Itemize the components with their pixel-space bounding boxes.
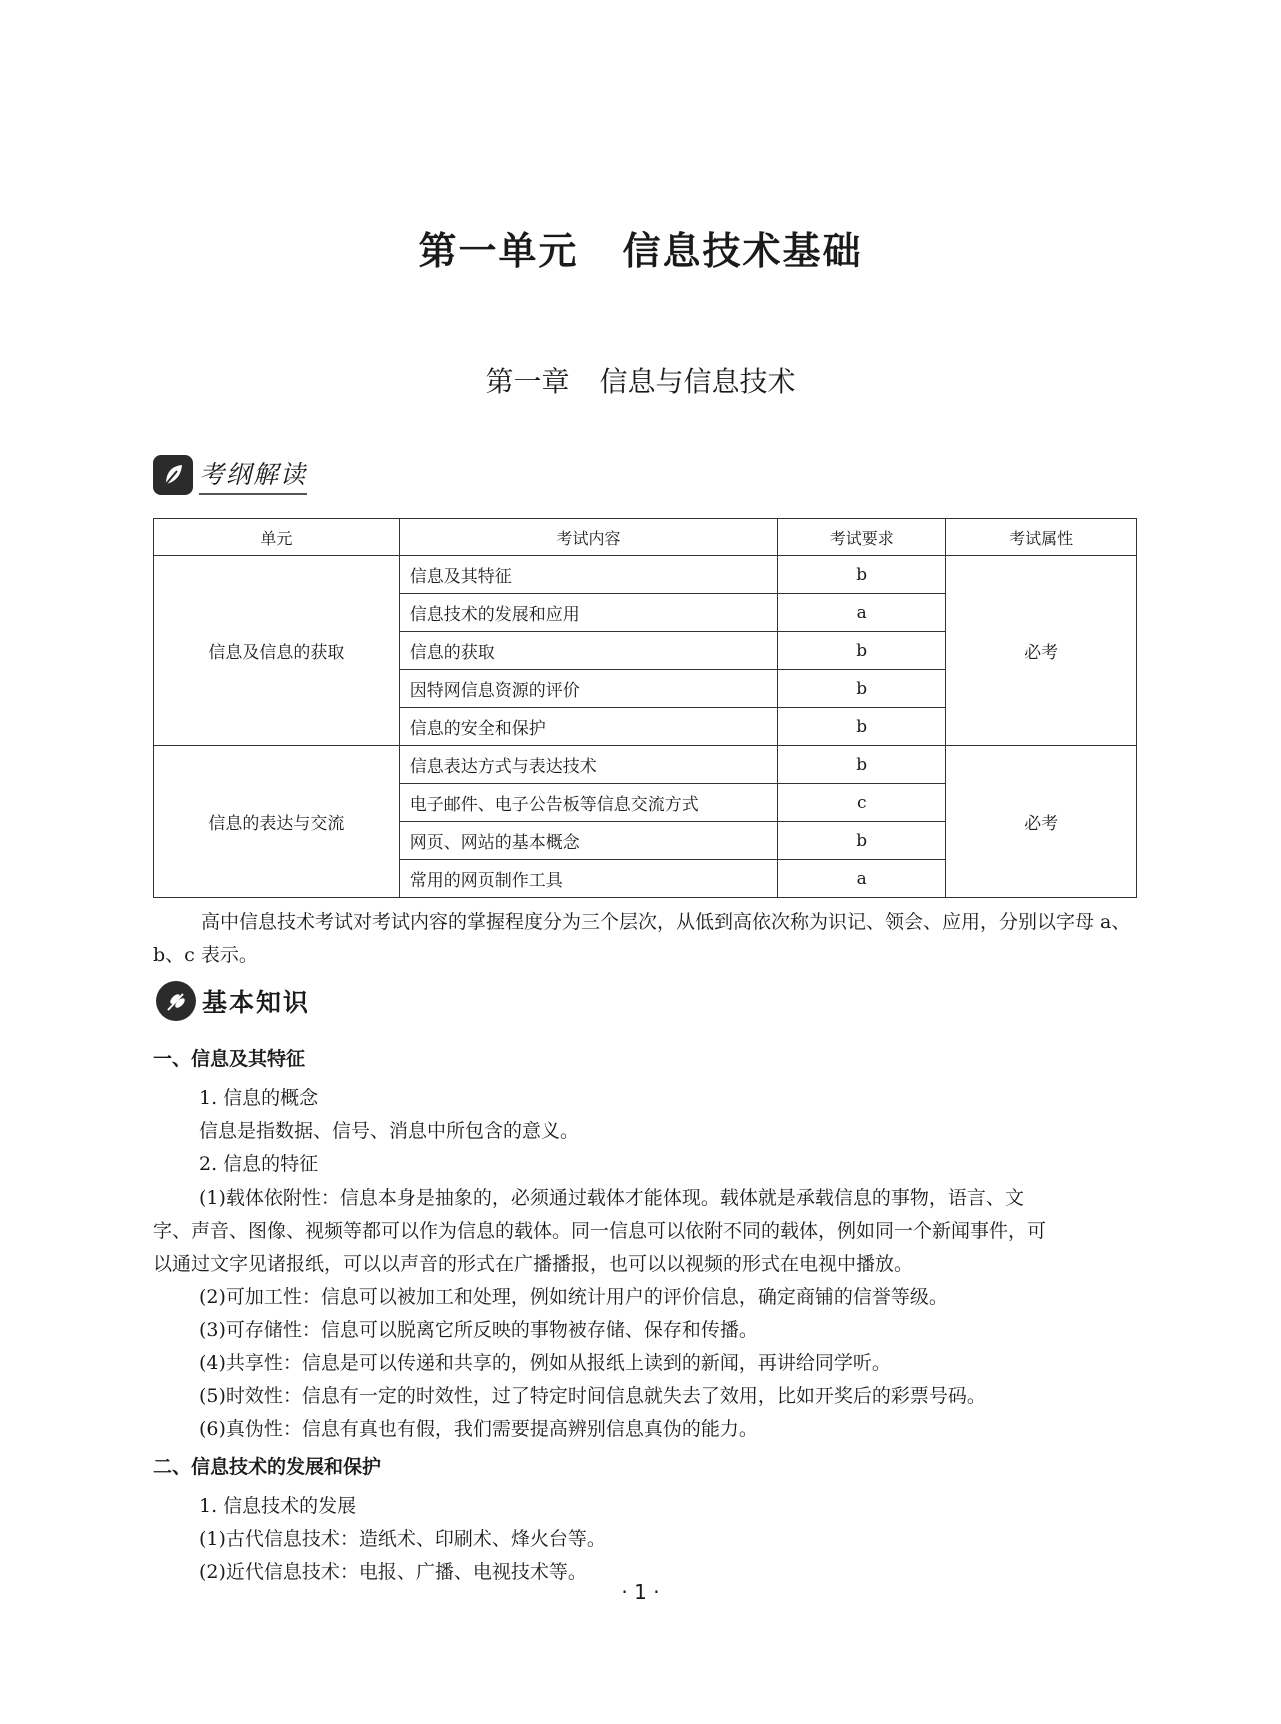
chapter-title: [0, 360, 1281, 400]
section-heading: 二、信息技术的发展和保护: [153, 1456, 382, 1478]
subheading: 2. 信息的特征: [199, 1153, 319, 1175]
requirement-cell: b: [778, 556, 946, 594]
body-text: 信息是指数据、信号、消息中所包含的意义。: [199, 1120, 580, 1142]
table-row: [154, 556, 1137, 594]
unit-title-number: 第一单元: [418, 228, 579, 273]
syllabus-table: [153, 518, 1137, 898]
content-cell: 信息的安全和保护: [399, 708, 778, 746]
header-requirement: 考试要求: [778, 519, 946, 556]
requirement-cell: a: [778, 594, 946, 632]
table-header-row: [154, 519, 1137, 556]
requirement-cell: a: [778, 860, 946, 898]
subheading: 1. 信息技术的发展: [199, 1495, 357, 1517]
chapter-title-name: 信息与信息技术: [599, 365, 796, 398]
grading-note: 高中信息技术考试对考试内容的掌握程度分为三个层次，从低到高依次称为识记、领会、应用，分别以字母 a、b、c 表示。: [153, 911, 1131, 966]
body-text: (6)真伪性：信息有真也有假，我们需要提高辨别信息真伪的能力。: [199, 1418, 758, 1440]
body-text: (2)可加工性：信息可以被加工和处理，例如统计用户的评价信息，确定商铺的信誉等级。: [199, 1286, 948, 1308]
content-cell: 信息的获取: [399, 632, 778, 670]
syllabus-badge: [153, 452, 307, 498]
knowledge-badge-label: 基本知识: [202, 988, 311, 1017]
header-unit: 单元: [154, 519, 400, 556]
requirement-cell: b: [778, 708, 946, 746]
body-text: (1)古代信息技术：造纸术、印刷术、烽火台等。: [199, 1528, 606, 1550]
subheading: 1. 信息的概念: [199, 1087, 319, 1109]
leaf-icon: [153, 455, 193, 495]
table-row: [154, 746, 1137, 784]
unit-title-name: 信息技术基础: [622, 228, 863, 273]
section-heading: 一、信息及其特征: [153, 1048, 306, 1070]
unit-title: [0, 220, 1281, 275]
content-cell: 信息技术的发展和应用: [399, 594, 778, 632]
requirement-cell: b: [778, 822, 946, 860]
chapter-title-number: 第一章: [485, 365, 570, 398]
body-text: (1)载体依附性：信息本身是抽象的，必须通过载体才能体现。载体就是承载信息的事物，语言、文: [199, 1187, 1024, 1209]
page-number: · 1 ·: [621, 1580, 660, 1604]
content-cell: 电子邮件、电子公告板等信息交流方式: [399, 784, 778, 822]
requirement-cell: b: [778, 632, 946, 670]
body-text: (4)共享性：信息是可以传递和共享的，例如从报纸上读到的新闻，再讲给同学听。: [199, 1352, 891, 1374]
content-cell: 常用的网页制作工具: [399, 860, 778, 898]
body-text: (2)近代信息技术：电报、广播、电视技术等。: [199, 1561, 587, 1583]
header-attribute: 考试属性: [946, 519, 1137, 556]
attribute-cell: 必考: [946, 556, 1137, 746]
syllabus-badge-label: 考纲解读: [199, 455, 307, 495]
body-text: (3)可存储性：信息可以脱离它所反映的事物被存储、保存和传播。: [199, 1319, 758, 1341]
requirement-cell: b: [778, 670, 946, 708]
body-text: 字、声音、图像、视频等都可以作为信息的载体。同一信息可以依附不同的载体，例如同一个新闻事件，可: [153, 1220, 1047, 1242]
content-cell: 信息及其特征: [399, 556, 778, 594]
unit-cell: 信息的表达与交流: [154, 746, 400, 898]
content-cell: 网页、网站的基本概念: [399, 822, 778, 860]
content-cell: 因特网信息资源的评价: [399, 670, 778, 708]
requirement-cell: c: [778, 784, 946, 822]
wheat-icon: [156, 981, 196, 1021]
body-text: 以通过文字见诸报纸，可以以声音的形式在广播播报，也可以以视频的形式在电视中播放。: [153, 1253, 914, 1275]
body-text: (5)时效性：信息有一定的时效性，过了特定时间信息就失去了效用，比如开奖后的彩票号码。: [199, 1385, 986, 1407]
attribute-cell: 必考: [946, 746, 1137, 898]
unit-cell: 信息及信息的获取: [154, 556, 400, 746]
content-cell: 信息表达方式与表达技术: [399, 746, 778, 784]
header-content: 考试内容: [399, 519, 778, 556]
requirement-cell: b: [778, 746, 946, 784]
knowledge-badge: [156, 978, 310, 1024]
